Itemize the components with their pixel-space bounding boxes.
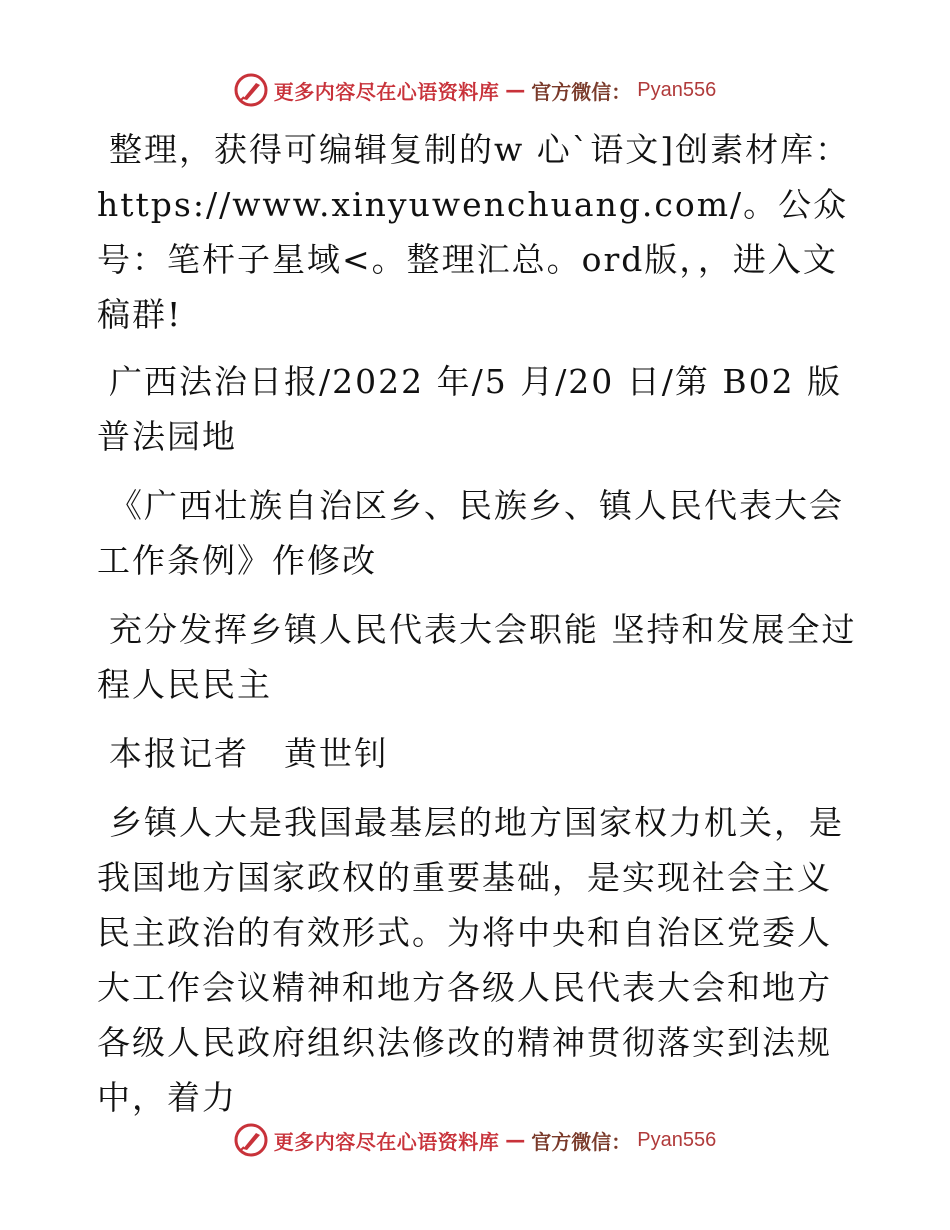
watermark-separator: — xyxy=(505,78,526,102)
watermark-wechat-label: 官方微信： xyxy=(531,1129,632,1154)
watermark-site-text: 更多内容尽在心语资料库 xyxy=(273,1129,500,1154)
article-headline: 《广西壮族自治区乡、民族乡、镇人民代表大会工作条例》作修改 xyxy=(97,486,844,580)
watermark-wechat-id: Pyan556 xyxy=(637,1128,717,1151)
quill-logo-icon xyxy=(234,73,268,107)
footer-watermark xyxy=(0,1120,950,1160)
intro-notice: 整理，获得可编辑复制的w 心`语文]创素材库：https://www.xinyuwenchuang.com/。公众号：笔杆子星域<。整理汇总。ord版，，进入文稿群! xyxy=(97,130,851,334)
source-line: 广西法治日报/2022 年/5 月/20 日/第 B02 版普法园地 xyxy=(97,362,843,456)
quill-logo-icon xyxy=(234,1123,268,1157)
body-paragraph: 乡镇人大是我国最基层的地方国家权力机关，是我国地方国家政权的重要基础，是实现社会主义民主政治的有效形式。为将中央和自治区党委人大工作会议精神和地方各级人民代表大会和地方各级人民政府组织法修改的精神贯彻落实到法规中，着力 xyxy=(97,803,844,1117)
header-watermark xyxy=(0,70,950,110)
byline: 本报记者 黄世钊 xyxy=(109,734,389,773)
article-body xyxy=(97,122,857,1139)
watermark-separator: — xyxy=(505,1128,526,1152)
watermark-site-text: 更多内容尽在心语资料库 xyxy=(273,79,500,104)
article-subheadline: 充分发挥乡镇人民代表大会职能 坚持和发展全过程人民民主 xyxy=(97,610,857,704)
watermark-wechat-label: 官方微信： xyxy=(531,79,632,104)
watermark-wechat-id: Pyan556 xyxy=(637,78,717,101)
